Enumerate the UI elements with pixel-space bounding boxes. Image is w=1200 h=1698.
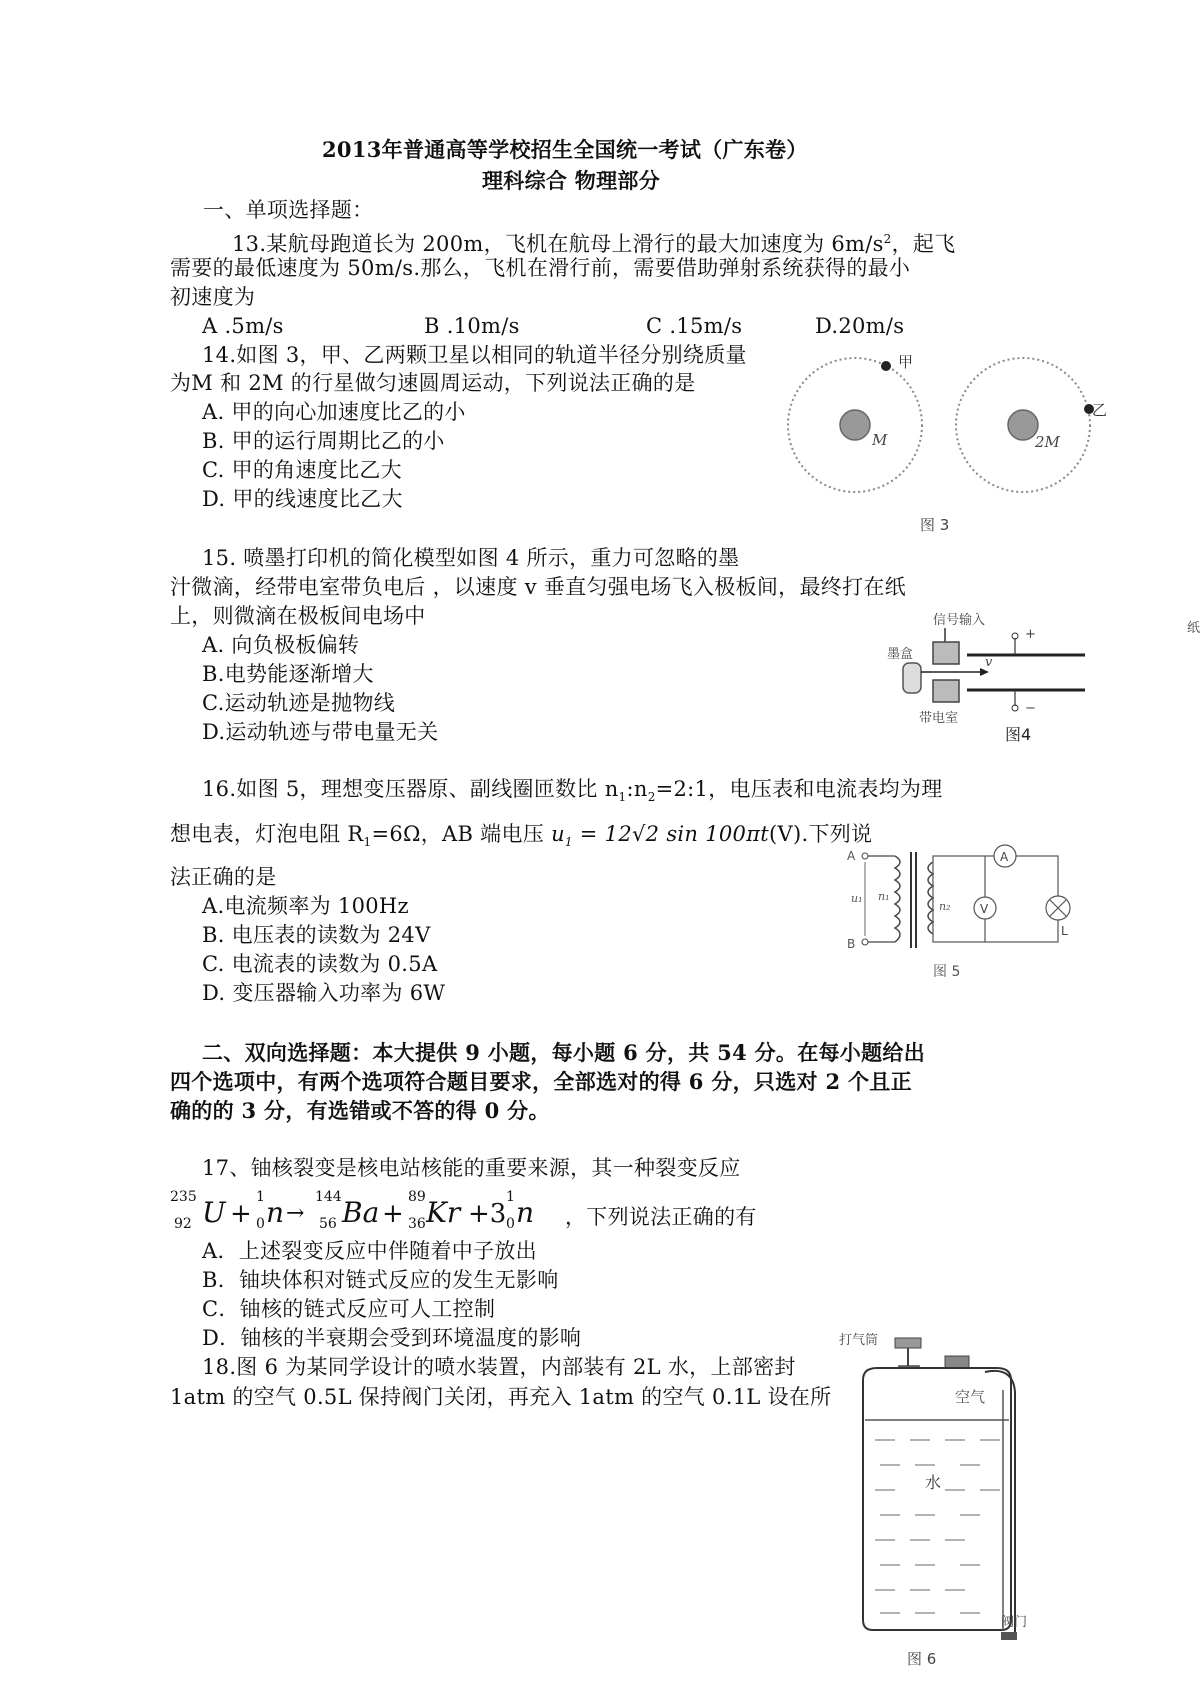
figure-6-caption: 图 6 [907, 1650, 937, 1668]
label-pump: 打气筒 [839, 1333, 879, 1348]
q16-sub-n2: 2 [647, 790, 656, 805]
q17-reaction-tail: ，下列说法正确的有 [565, 1205, 757, 1229]
label-signal-input: 信号输入 [933, 613, 986, 628]
q17-option-a: A．上述裂变反应中伴随着中子放出 [202, 1239, 537, 1263]
label-2m: 2M [1035, 433, 1060, 451]
q13-text-a: 13.某航母跑道长为 200m，飞机在航母上滑行的最大加速度为 6m/s [232, 232, 884, 256]
label-n2: n₂ [939, 900, 951, 913]
q13-line2: 需要的最低速度为 50m/s.那么，飞机在滑行前，需要借助弹射系统获得的最小 [170, 256, 911, 280]
label-voltmeter: V [980, 902, 989, 916]
label-v: v [985, 655, 993, 670]
section2-line1: 二、双向选择题：本大提供 9 小题，每小题 6 分，共 54 分。在每小题给出 [202, 1040, 926, 1065]
q14-line1: 14.如图 3，甲、乙两颗卫星以相同的轨道半径分别绕质量 [202, 343, 747, 367]
q16-text-a: 16.如图 5，理想变压器原、副线圈匝数比 n [202, 777, 619, 801]
q15-option-d: D.运动轨迹与带电量无关 [202, 720, 439, 744]
planet-m [840, 410, 870, 440]
q15-line1: 15. 喷墨打印机的简化模型如图 4 所示，重力可忽略的墨 [202, 546, 740, 570]
ink-box [903, 663, 921, 693]
svg-text:89: 89 [408, 1189, 426, 1205]
container [863, 1368, 1011, 1630]
q16-formula [551, 822, 770, 850]
q16-text-mid: :n [626, 777, 648, 801]
q17-line1: 17、铀核裂变是核电站核能的重要来源，其一种裂变反应 [202, 1156, 741, 1180]
planet-2m [1008, 410, 1038, 440]
pressure-gauge [945, 1356, 969, 1368]
label-u1: u₁ [851, 892, 863, 905]
primary-coil [895, 856, 900, 942]
q17-nuclear-reaction [168, 1184, 588, 1234]
svg-text:+3: +3 [468, 1199, 507, 1229]
svg-text:1: 1 [506, 1189, 515, 1205]
q13-option-c: C .15m/s [646, 314, 743, 338]
label-a: A [847, 849, 856, 863]
q16-option-a: A.电流频率为 100Hz [202, 894, 409, 918]
q13-option-b: B .10m/s [424, 314, 520, 338]
q16-option-c: C. 电流表的读数为 0.5A [202, 952, 438, 976]
label-jia: 甲 [898, 353, 914, 371]
terminal-a [862, 853, 868, 859]
q13-line1 [232, 226, 956, 257]
section2-line3: 确的的 3 分，有选错或不答的得 0 分。 [170, 1098, 550, 1123]
q16-sub-n1: 1 [618, 790, 627, 805]
q13-sup: 2 [883, 232, 892, 246]
q14-option-d: D. 甲的线速度比乙大 [202, 487, 403, 511]
exam-title: 2013年普通高等学校招生全国统一考试（广东卷） [322, 137, 808, 162]
formula-rest: = 12√2 sin 100πt [572, 822, 770, 846]
svg-text:n: n [516, 1196, 535, 1229]
q16-sub-r1: 1 [363, 835, 372, 850]
label-m: M [872, 431, 888, 449]
svg-text:Kr: Kr [426, 1196, 461, 1229]
q14-option-b: B. 甲的运行周期比乙的小 [202, 429, 445, 453]
q13-text-b: ，起飞 [891, 232, 956, 256]
terminal-b [862, 939, 868, 945]
label-water: 水 [925, 1473, 942, 1492]
svg-text:Ba: Ba [342, 1196, 380, 1229]
q16-option-b: B. 电压表的读数为 24V [202, 923, 431, 947]
figure-3-orbits [780, 345, 1110, 545]
svg-text:+: + [382, 1199, 404, 1229]
svg-text:144: 144 [315, 1189, 342, 1205]
svg-text:56: 56 [319, 1216, 337, 1232]
q15-line3: 上，则微滴在极板间电场中 [170, 604, 426, 628]
q15-line2: 汁微滴，经带电室带负电后 ，以速度 v 垂直匀强电场飞入极板间，最终打在纸 [170, 575, 906, 599]
q16-line1 [202, 776, 943, 810]
label-b: B [847, 937, 856, 951]
exam-subtitle: 理科综合 物理部分 [482, 168, 661, 193]
q16-text-2c: (V).下列说 [769, 822, 873, 846]
svg-text:→: → [286, 1201, 305, 1226]
label-charge-chamber: 带电室 [919, 711, 959, 726]
label-plus: + [1025, 627, 1036, 642]
section2-line2: 四个选项中，有两个选项符合题目要求，全部选对的得 6 分，只选对 2 个且正 [170, 1069, 912, 1094]
q15-option-b: B.电势能逐渐增大 [202, 662, 374, 686]
label-lamp: L [1061, 924, 1068, 938]
q13-option-a: A .5m/s [202, 314, 284, 338]
valve [1001, 1632, 1017, 1640]
label-paper: 纸 [1187, 621, 1200, 636]
q16-option-d: D. 变压器输入功率为 6W [202, 981, 446, 1005]
svg-text:1: 1 [256, 1189, 265, 1205]
q13-line3: 初速度为 [170, 285, 256, 309]
label-air: 空气 [955, 1388, 986, 1406]
svg-text:n: n [266, 1196, 285, 1229]
figure-4-inkjet [885, 608, 1200, 748]
satellite-jia [881, 361, 891, 371]
label-n1: n₁ [878, 890, 890, 903]
q15-option-a: A. 向负极板偏转 [202, 633, 360, 657]
svg-text:36: 36 [408, 1216, 426, 1232]
svg-text:0: 0 [256, 1216, 265, 1232]
label-yi: 乙 [1092, 401, 1108, 419]
formula-u: u [551, 822, 565, 846]
svg-text:0: 0 [506, 1216, 515, 1232]
label-minus: − [1025, 701, 1036, 716]
formula-u-sub: 1 [564, 835, 573, 850]
section1-heading: 一、单项选择题： [203, 198, 374, 222]
q15-option-c: C.运动轨迹是抛物线 [202, 691, 395, 715]
q16-line3: 法正确的是 [170, 865, 277, 889]
label-valve: 阀门 [1001, 1615, 1028, 1630]
q16-line2 [170, 821, 872, 855]
q18-line2: 1atm 的空气 0.5L 保持阀门关闭，再充入 1atm 的空气 0.1L 设在所 [170, 1385, 832, 1409]
q14-option-c: C. 甲的角速度比乙大 [202, 458, 402, 482]
q16-text-2a: 想电表，灯泡电阻 R [170, 822, 364, 846]
q17-option-b: B．铀块体积对链式反应的发生无影响 [202, 1268, 559, 1292]
label-inkbox: 墨盒 [887, 647, 914, 662]
figure-4-caption: 图4 [1005, 725, 1032, 744]
secondary-coil [928, 862, 933, 934]
q13-option-d: D.20m/s [815, 314, 905, 338]
figure-6-sprayer [835, 1330, 1050, 1670]
svg-text:235: 235 [170, 1189, 197, 1205]
charge-chamber-bottom [933, 680, 959, 702]
figure-5-caption: 图 5 [933, 964, 961, 980]
secondary-circuit [933, 856, 1058, 942]
svg-text:+: + [230, 1199, 252, 1229]
svg-text:U: U [202, 1196, 226, 1229]
figure-5-transformer [845, 838, 1075, 983]
label-ammeter: A [1000, 850, 1009, 864]
pump-handle [895, 1338, 921, 1348]
q17-option-d: D．铀核的半衰期会受到环境温度的影响 [202, 1326, 582, 1350]
q16-text-2b: =6Ω，AB 端电压 [371, 822, 545, 846]
q16-text-end: =2:1，电压表和电流表均为理 [655, 777, 943, 801]
q18-line1: 18.图 6 为某同学设计的喷水装置，内部装有 2L 水，上部密封 [202, 1355, 796, 1379]
q17-option-c: C．铀核的链式反应可人工控制 [202, 1297, 496, 1321]
svg-text:92: 92 [174, 1216, 192, 1232]
figure-3-caption: 图 3 [920, 516, 950, 534]
q14-line2: 为M 和 2M 的行星做匀速圆周运动，下列说法正确的是 [170, 371, 696, 395]
q14-option-a: A. 甲的向心加速度比乙的小 [202, 400, 466, 424]
charge-chamber-top [933, 642, 959, 664]
